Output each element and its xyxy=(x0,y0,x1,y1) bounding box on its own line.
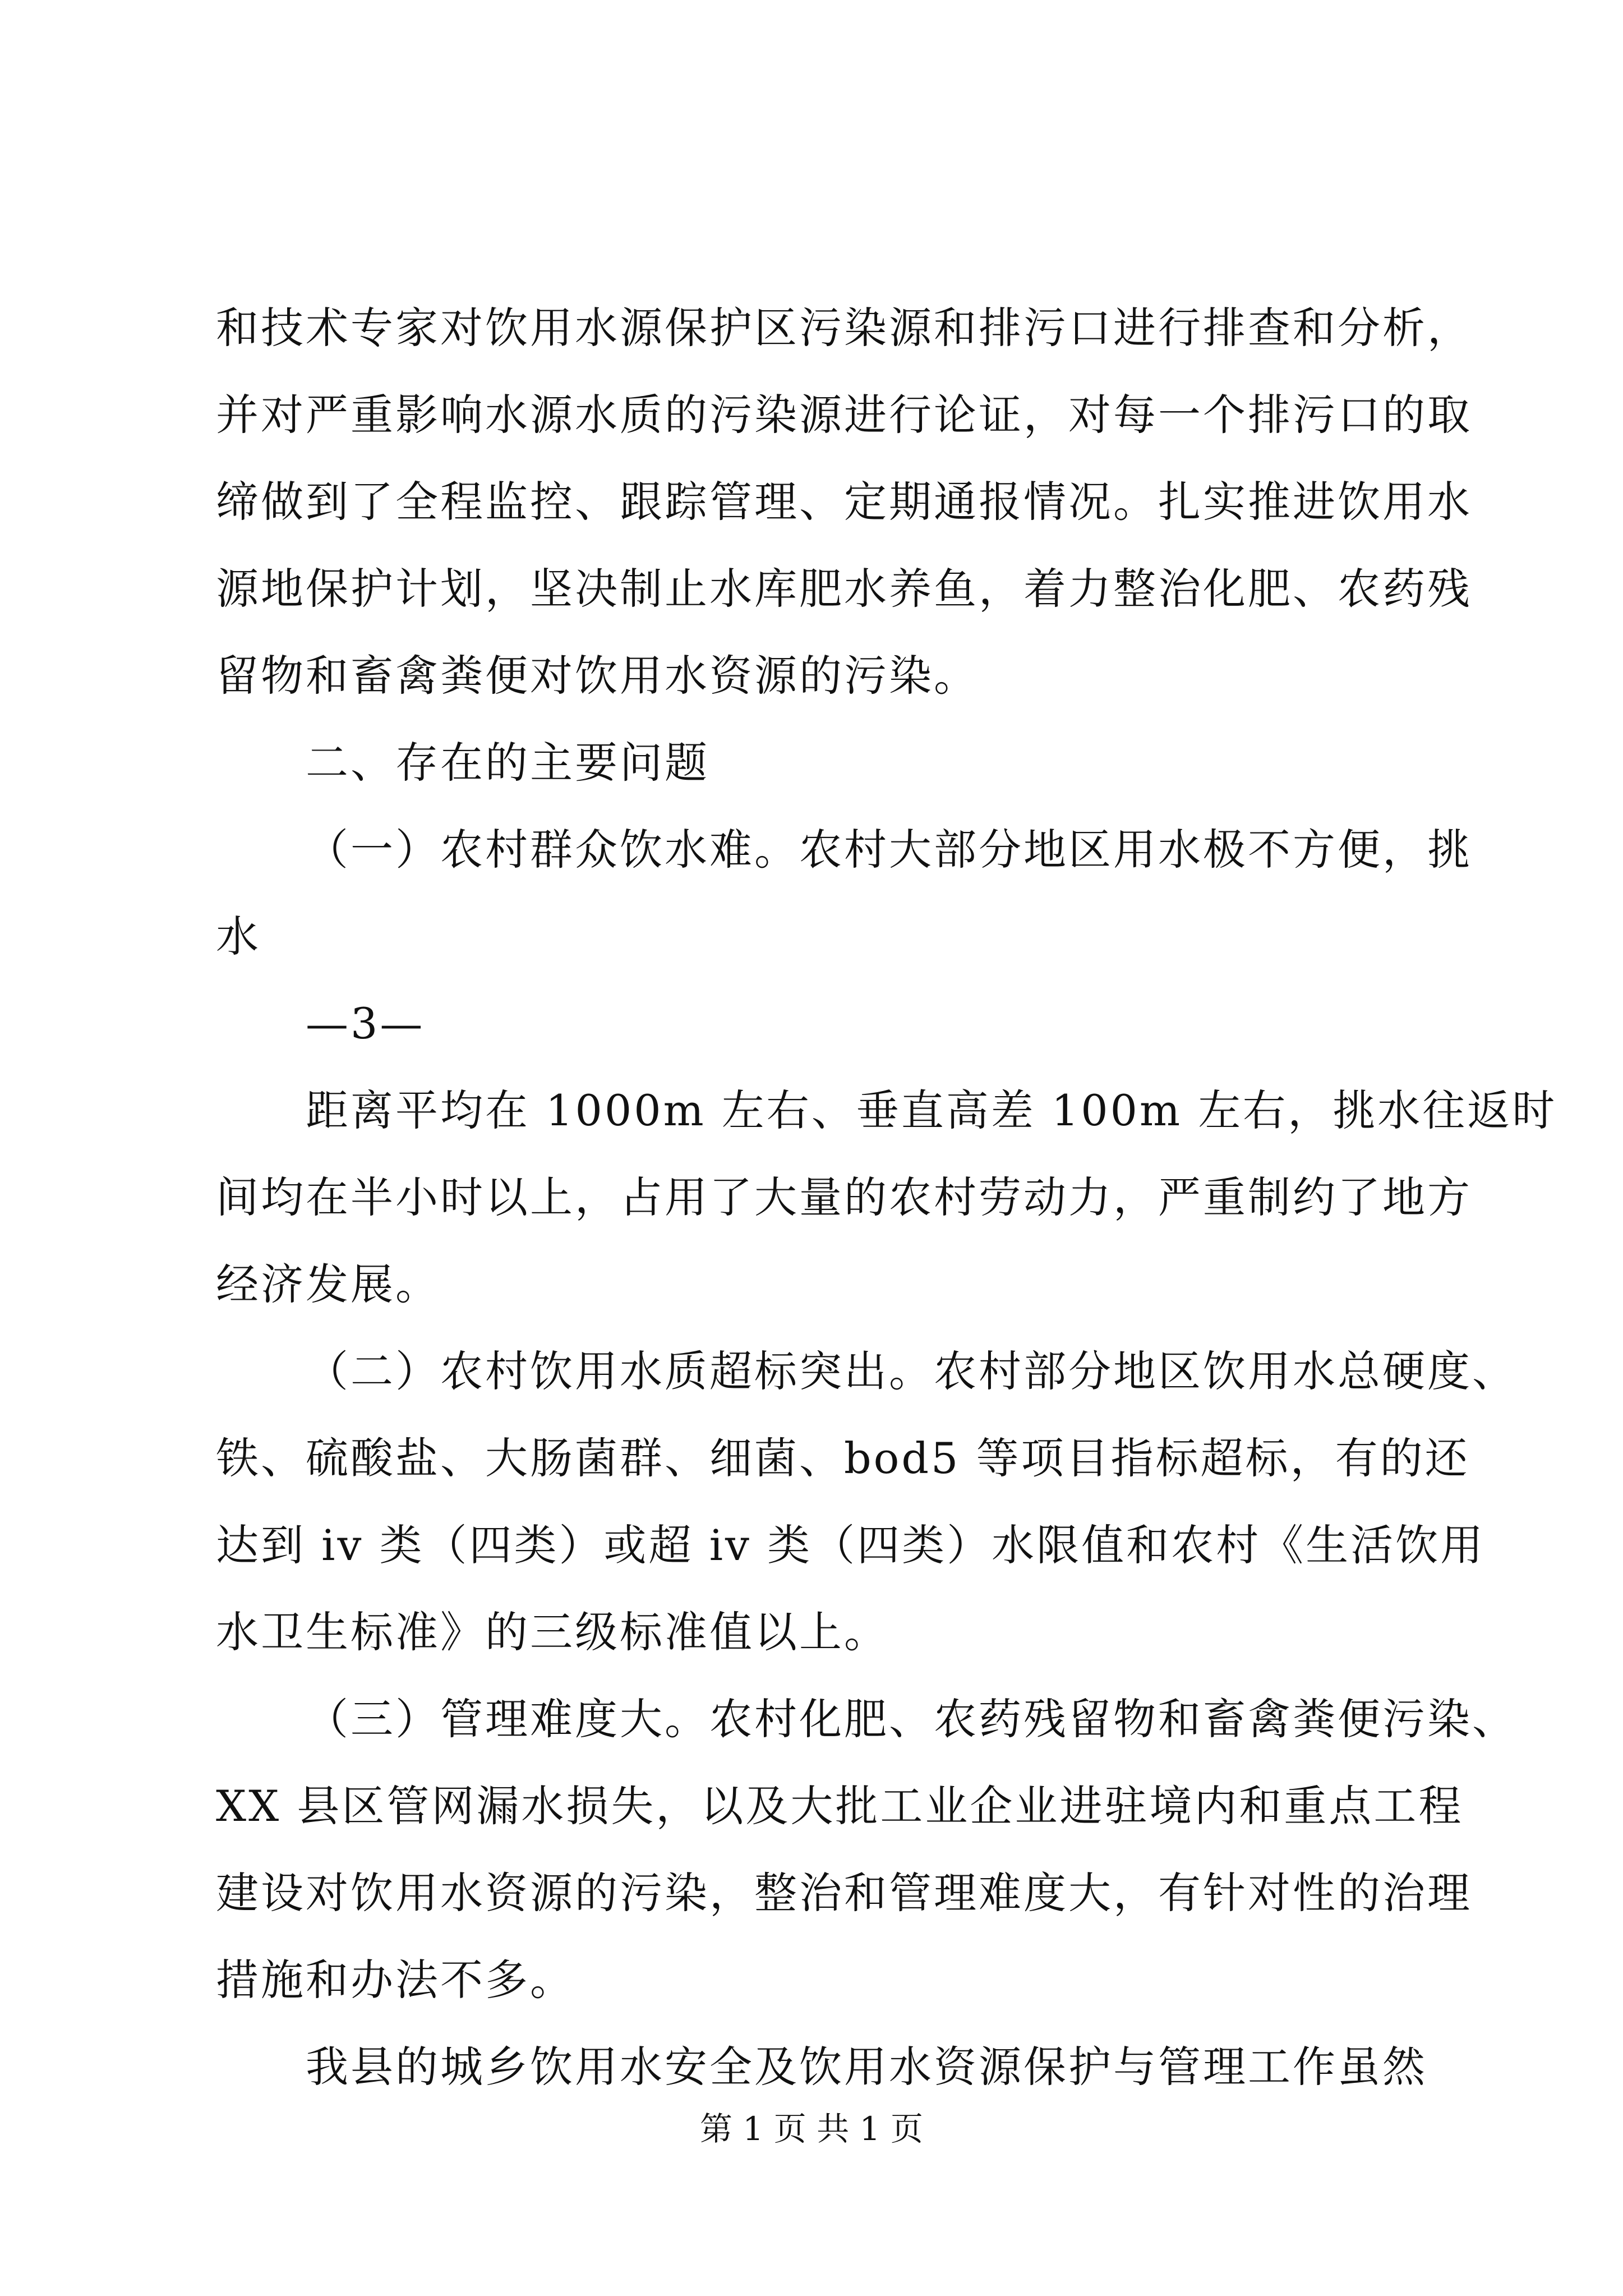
text-line: 距离平均在 1000m 左右、垂直高差 100m 左右，挑水往返时 xyxy=(306,1085,1557,1135)
text-line: 水 xyxy=(216,912,261,961)
text-line: XX 县区管网漏水损失，以及大批工业企业进驻境内和重点工程 xyxy=(216,1781,1464,1831)
text-line: 达到 iv 类（四类）或超 iv 类（四类）水限值和农村《生活饮用 xyxy=(216,1520,1486,1570)
text-line: 留物和畜禽粪便对饮用水资源的污染。 xyxy=(216,651,979,701)
section-heading: 二、存在的主要问题 xyxy=(306,738,709,788)
page-footer: 第 1 页 共 1 页 xyxy=(700,2110,923,2148)
text-line: 和技术专家对饮用水源保护区污染源和排污口进行排查和分析， xyxy=(216,303,1472,353)
page-number-marker: —3— xyxy=(306,999,425,1048)
text-line: （二）农村饮用水质超标突出。农村部分地区饮用水总硬度、 xyxy=(306,1346,1517,1396)
text-line: （三）管理难度大。农村化肥、农药残留物和畜禽粪便污染、 xyxy=(306,1694,1517,1744)
text-line: 水卫生标准》的三级标准值以上。 xyxy=(216,1607,889,1657)
text-line: （一）农村群众饮水难。农村大部分地区用水极不方便，挑 xyxy=(306,825,1472,875)
text-line: 间均在半小时以上，占用了大量的农村劳动力，严重制约了地方 xyxy=(216,1172,1472,1222)
text-line: 铁、硫酸盐、大肠菌群、细菌、bod5 等项目指标超标，有的还 xyxy=(216,1433,1470,1483)
text-line: 经济发展。 xyxy=(216,1259,440,1309)
text-line: 源地保护计划，坚决制止水库肥水养鱼，着力整治化肥、农药残 xyxy=(216,564,1472,614)
text-line: 我县的城乡饮用水安全及饮用水资源保护与管理工作虽然 xyxy=(306,2042,1427,2092)
text-line: 缔做到了全程监控、跟踪管理、定期通报情况。扎实推进饮用水 xyxy=(216,477,1472,527)
text-line: 措施和办法不多。 xyxy=(216,1955,575,2005)
text-line: 并对严重影响水源水质的污染源进行论证，对每一个排污口的取 xyxy=(216,390,1472,440)
text-line: 建设对饮用水资源的污染，整治和管理难度大，有针对性的治理 xyxy=(216,1868,1472,1918)
